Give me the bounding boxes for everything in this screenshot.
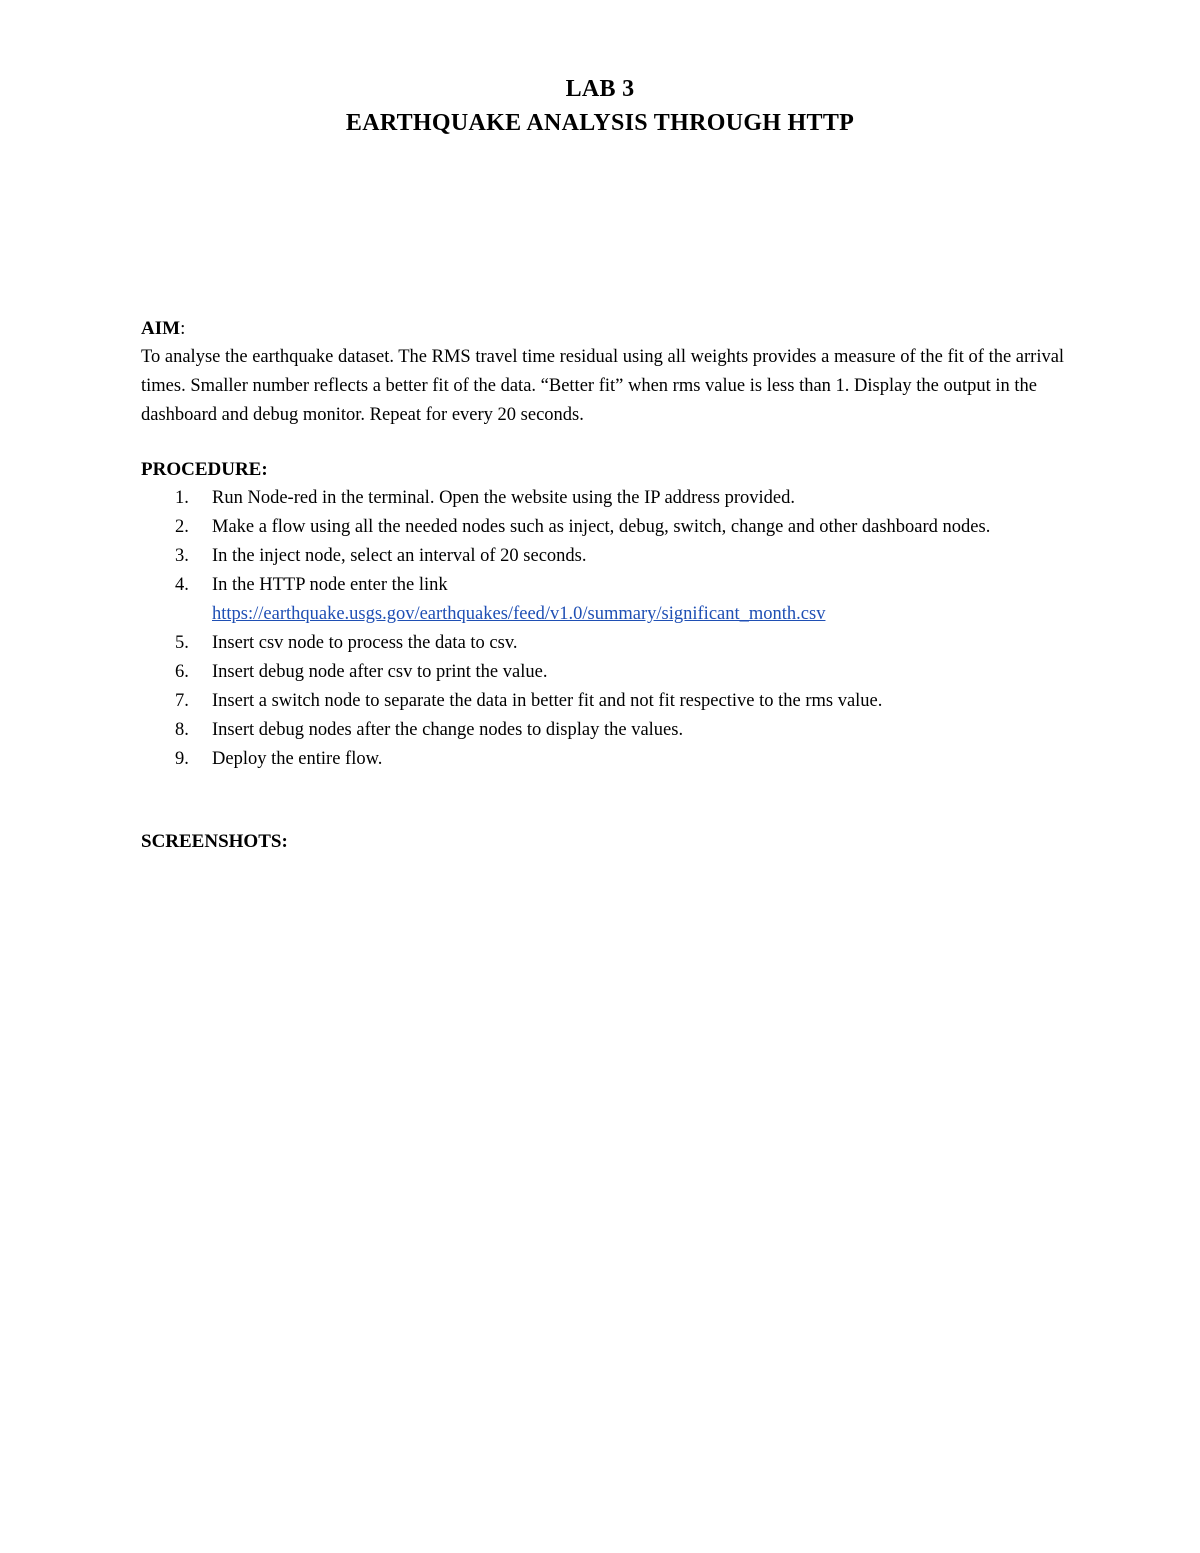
procedure-step — [141, 629, 1071, 658]
step-number: 7. — [175, 691, 189, 711]
step-text: In the HTTP node enter the link — [212, 575, 448, 595]
procedure-heading: PROCEDURE: — [141, 459, 268, 480]
procedure-step — [141, 658, 1071, 687]
step-text: Make a flow using all the needed nodes such as inject, debug, switch, change and other dashboard nodes. — [212, 517, 991, 537]
step-number: 1. — [175, 488, 189, 508]
procedure-step — [141, 745, 1071, 774]
step-number: 8. — [175, 720, 189, 740]
procedure-steps-list — [141, 484, 1071, 774]
step-text: Insert csv node to process the data to csv. — [212, 633, 518, 653]
step-number: 3. — [175, 546, 189, 566]
step-text: Insert a switch node to separate the data in better fit and not fit respective to the rms value. — [212, 691, 883, 711]
title-block — [0, 72, 1200, 140]
procedure-step — [141, 513, 1071, 542]
procedure-step — [141, 571, 1071, 629]
step-number: 6. — [175, 662, 189, 682]
aim-heading-colon: : — [180, 318, 186, 339]
aim-heading-label: AIM — [141, 318, 181, 339]
step-number: 2. — [175, 517, 189, 537]
step-text: Insert debug nodes after the change nodes to display the values. — [212, 720, 684, 740]
step-text: Insert debug node after csv to print the value. — [212, 662, 548, 682]
usgs-feed-link[interactable]: https://earthquake.usgs.gov/earthquakes/feed/v1.0/summary/significant_month.csv — [212, 604, 826, 624]
aim-heading — [141, 314, 1071, 343]
procedure-step — [141, 484, 1071, 513]
procedure-step — [141, 687, 1071, 716]
step-text: Deploy the entire flow. — [212, 749, 383, 769]
step-text: Run Node-red in the terminal. Open the website using the IP address provided. — [212, 488, 795, 508]
screenshots-section — [141, 827, 1071, 856]
aim-section — [141, 314, 1071, 430]
procedure-step — [141, 716, 1071, 745]
step-number: 4. — [175, 575, 189, 595]
aim-text: To analyse the earthquake dataset. The RMS travel time residual using all weights provides a measure of the fit of the arrival times. Smaller number reflects a better fit of the data. “Better fit” when rms value is less than 1. Display the output in the dashboard and debug monitor. Repeat for every 20 seconds. — [141, 347, 1065, 425]
step-text: In the inject node, select an interval of 20 seconds. — [212, 546, 587, 566]
procedure-section — [141, 455, 1071, 774]
step-number: 9. — [175, 749, 189, 769]
screenshots-heading: SCREENSHOTS: — [141, 831, 288, 852]
step-number: 5. — [175, 633, 189, 653]
lab-number-title: LAB 3 — [565, 76, 635, 102]
lab-main-title: EARTHQUAKE ANALYSIS THROUGH HTTP — [345, 110, 855, 136]
procedure-step — [141, 542, 1071, 571]
